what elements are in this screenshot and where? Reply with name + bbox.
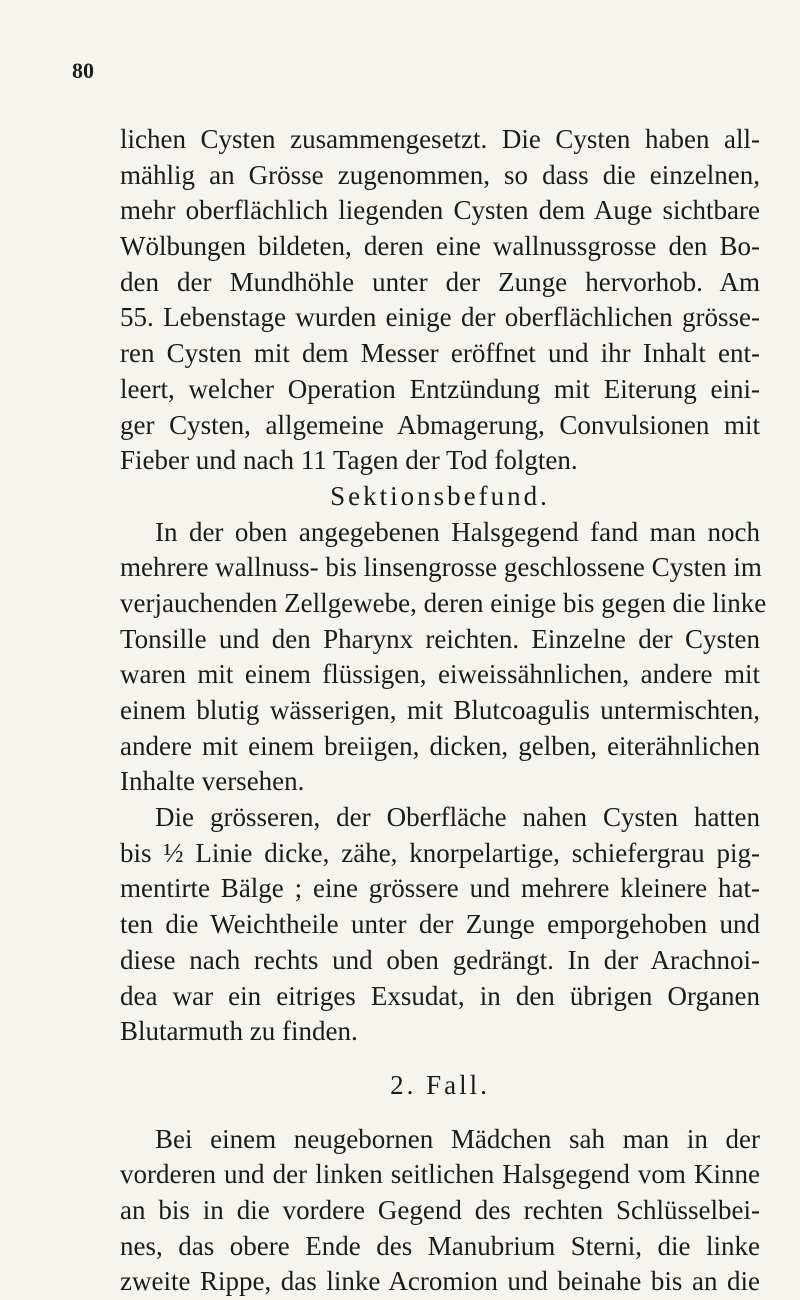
text-line: den der Mundhöhle unter der Zunge hervorhob. Am: [120, 266, 760, 297]
text-line: ren Cysten mit dem Messer eröffnet und ihr Inhalt ent-: [120, 338, 760, 369]
text-line: mehrere wallnuss- bis linsengrosse geschlossene Cysten im: [120, 552, 762, 583]
text-line: Inhalte versehen.: [120, 766, 305, 797]
paragraph-3: [120, 800, 760, 1050]
text-line: Tonsille und den Pharynx reichten. Einzelne der Cysten: [120, 623, 760, 654]
text-line: einem blutig wässerigen, mit Blutcoagulis untermischten,: [120, 695, 760, 725]
text-line: an bis in die vordere Gegend des rechten Schlüsselbei-: [120, 1194, 760, 1225]
text-line: mählig an Grösse zugenommen, so dass die einzelnen,: [120, 159, 760, 190]
text-line: waren mit einem flüssigen, eiweissähnlichen, andere mit: [120, 659, 760, 690]
text-line: ger Cysten, allgemeine Abmagerung, Convulsionen mit: [120, 409, 760, 440]
text-line: Blutarmuth zu finden.: [120, 1016, 358, 1047]
text-line: bis ½ Linie dicke, zähe, knorpelartige, schiefergrau pig-: [120, 837, 760, 868]
spacer: [120, 1104, 760, 1122]
text-line: leert, welcher Operation Entzündung mit Eiterung eini-: [120, 373, 760, 404]
text-line: diese nach rechts und oben gedrängt. In der Arachnoi-: [120, 944, 760, 975]
text-line: In der oben angegebenen Halsgegend fand man noch: [155, 516, 760, 547]
paragraph-2: [120, 515, 767, 801]
page-text: [120, 122, 767, 1300]
text-line: zweite Rippe, das linke Acromion und beinahe bis an die: [120, 1266, 760, 1297]
text-line: andere mit einem breiigen, dicken, gelben, eiterähnlichen: [120, 730, 760, 761]
section-heading-sektionsbefund: Sektionsbefund.: [330, 480, 550, 511]
section-heading-fall-2: 2. Fall.: [390, 1069, 490, 1100]
text-line: dea war ein eitriges Exsudat, in den übrigen Organen: [120, 980, 760, 1011]
text-line: Fieber und nach 11 Tagen der Tod folgten.: [120, 445, 578, 476]
text-line: lichen Cysten zusammengesetzt. Die Cysten haben all-: [120, 124, 760, 154]
paragraph-4: [120, 1122, 760, 1300]
text-line: ten die Weichtheile unter der Zunge emporgehoben und: [120, 909, 760, 940]
spacer: [120, 1050, 760, 1068]
text-line: vorderen und der linken seitlichen Halsgegend vom Kinne: [120, 1159, 760, 1190]
text-line: verjauchenden Zellgewebe, deren einige bis gegen die linke: [120, 587, 767, 618]
text-line: mentirte Bälge ; eine grössere und mehrere kleinere hat-: [120, 873, 760, 904]
text-line: nes, das obere Ende des Manubrium Sterni, die linke: [120, 1230, 760, 1261]
text-line: Die grösseren, der Oberfläche nahen Cysten hatten: [155, 802, 760, 833]
text-line: Wölbungen bildeten, deren eine wallnussgrosse den Bo-: [120, 231, 760, 262]
text-line: mehr oberflächlich liegenden Cysten dem Auge sichtbare: [120, 195, 760, 226]
text-line: Bei einem neugebornen Mädchen sah man in der: [155, 1123, 760, 1154]
text-line: 55. Lebenstage wurden einige der oberflächlichen grösse-: [120, 302, 760, 333]
page-number: 80: [72, 58, 94, 83]
paragraph-1: [120, 122, 760, 479]
